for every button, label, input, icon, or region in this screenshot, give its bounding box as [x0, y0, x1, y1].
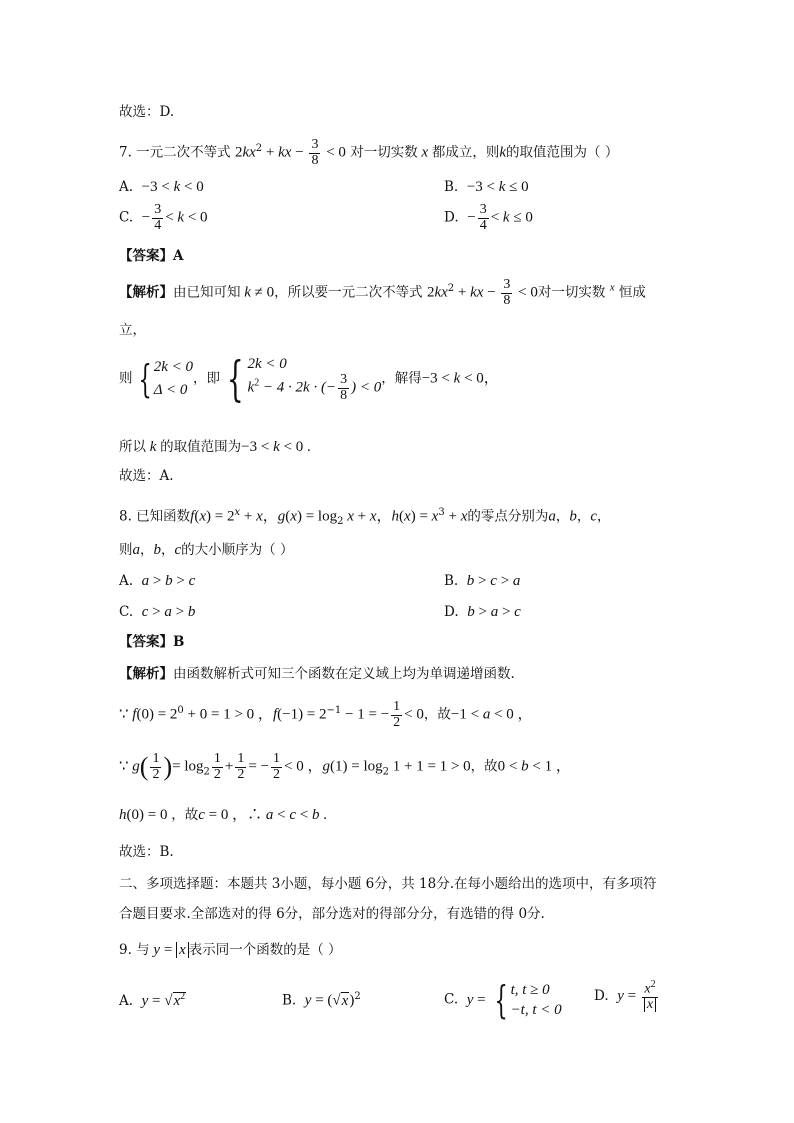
- q9-option-b: B. $y = (√x)^2$: [282, 991, 361, 1009]
- q7-prefix: 7. 一元二次不等式: [119, 144, 231, 161]
- q8-option-a: A. a > b > c: [119, 573, 196, 589]
- analysis-7-system: 则 { 2k < 0 Δ < 0，即 { 2k < 0 $k^2 - 4 \cdot 2k$ · (− $\frac{3}{8}$ ) < 0，解得−3 < k < 0，: [119, 351, 499, 408]
- question-7: 7. 一元二次不等式 $2kx^2$ + kx − $\frac{3}{8}$ < 0 对一切实数 x 都成立，则k的取值范围为（ ）: [119, 137, 619, 168]
- analysis-8-line3: ∵ g( $\frac{1}{2}$ )= $\log_2$ $\frac{1}{2}$ + $\frac{1}{2}$ = − $\frac{1}{2}$ < 0 ，$g(1) = \log_2 1 + 1 = 1 > 0$，故0 < b < 1 ，: [119, 751, 571, 782]
- analysis-8-line2: ∵ $f(0) = 2^0 + 0 = 1 > 0$ ，$f(-1) = 2^{-1} - 1$ = − $\frac{1}{2}$ < 0，故−1 < a < 0 ，: [119, 699, 533, 730]
- q7-option-d: D. − $\frac{3}{4}$ < k ≤ 0: [444, 202, 533, 233]
- q9-option-c: C. y = { t, t ≥ 0 −t, t < 0: [444, 978, 562, 1023]
- q8-option-d: D. b > a > c: [444, 604, 521, 620]
- analysis-7-conclusion: 所以 k 的取值范围为−3 < k < 0 .: [119, 439, 311, 455]
- question-9: 9. 与 y = x 表示同一个函数的是（ ）: [119, 942, 342, 958]
- q9-option-d: D. y = $\frac{x^2}{x}$: [594, 980, 660, 1013]
- q9-option-a: A. $y = √x^2$: [119, 991, 186, 1009]
- analysis-7-line2: 立，: [119, 322, 146, 338]
- section-2-line2: 合题目要求.全部选对的得 6分，部分选对的得部分分，有选错的得 0分.: [119, 906, 545, 922]
- analysis-7-line1: 【解析】由已知可知 k ≠ 0，所以要一元二次不等式 $2kx^2$ + kx − $\frac{3}{8}$ < 0对一切实数 $^x$ 恒成: [119, 277, 646, 308]
- q7-mid: 对一切实数: [350, 144, 418, 161]
- question-8-line1: 8. 已知函数$f(x) = 2^x + x$，$g(x) = \log_2 x + x$，$h(x) = x^3 + x$的零点分别为a，b，c，: [119, 507, 611, 528]
- line-select-b: 故选：B.: [119, 844, 174, 860]
- analysis-8-line1: 【解析】由函数解析式可知三个函数在定义域上均为单调递增函数.: [119, 666, 515, 682]
- q7-option-c: C. − $\frac{3}{4}$ < k < 0: [119, 202, 208, 233]
- section-2-line1: 二、多项选择题：本题共 3小题，每小题 6分，共 18分.在每小题给出的选项中，有多项符: [119, 876, 657, 892]
- answer-7: 【答案】A: [119, 248, 184, 264]
- q7-option-a: A. −3 < k < 0: [119, 179, 204, 195]
- answer-8: 【答案】B: [119, 634, 185, 650]
- analysis-8-line4: h(0) = 0 ，故c = 0 ，∴ a < c < b .: [119, 807, 327, 823]
- q7-mid2: 都成立，则: [431, 144, 500, 161]
- line-select-d: 故选：D.: [119, 104, 175, 120]
- line-select-a: 故选：A.: [119, 468, 174, 484]
- q7-option-b: B. −3 < k ≤ 0: [444, 179, 529, 195]
- q7-suffix: 的取值范围为（ ）: [506, 144, 619, 161]
- q8-option-b: B. b > c > a: [444, 573, 521, 589]
- question-8-line2: 则a，b，c的大小顺序为（ ）: [119, 542, 294, 558]
- q8-option-c: C. c > a > b: [119, 604, 196, 620]
